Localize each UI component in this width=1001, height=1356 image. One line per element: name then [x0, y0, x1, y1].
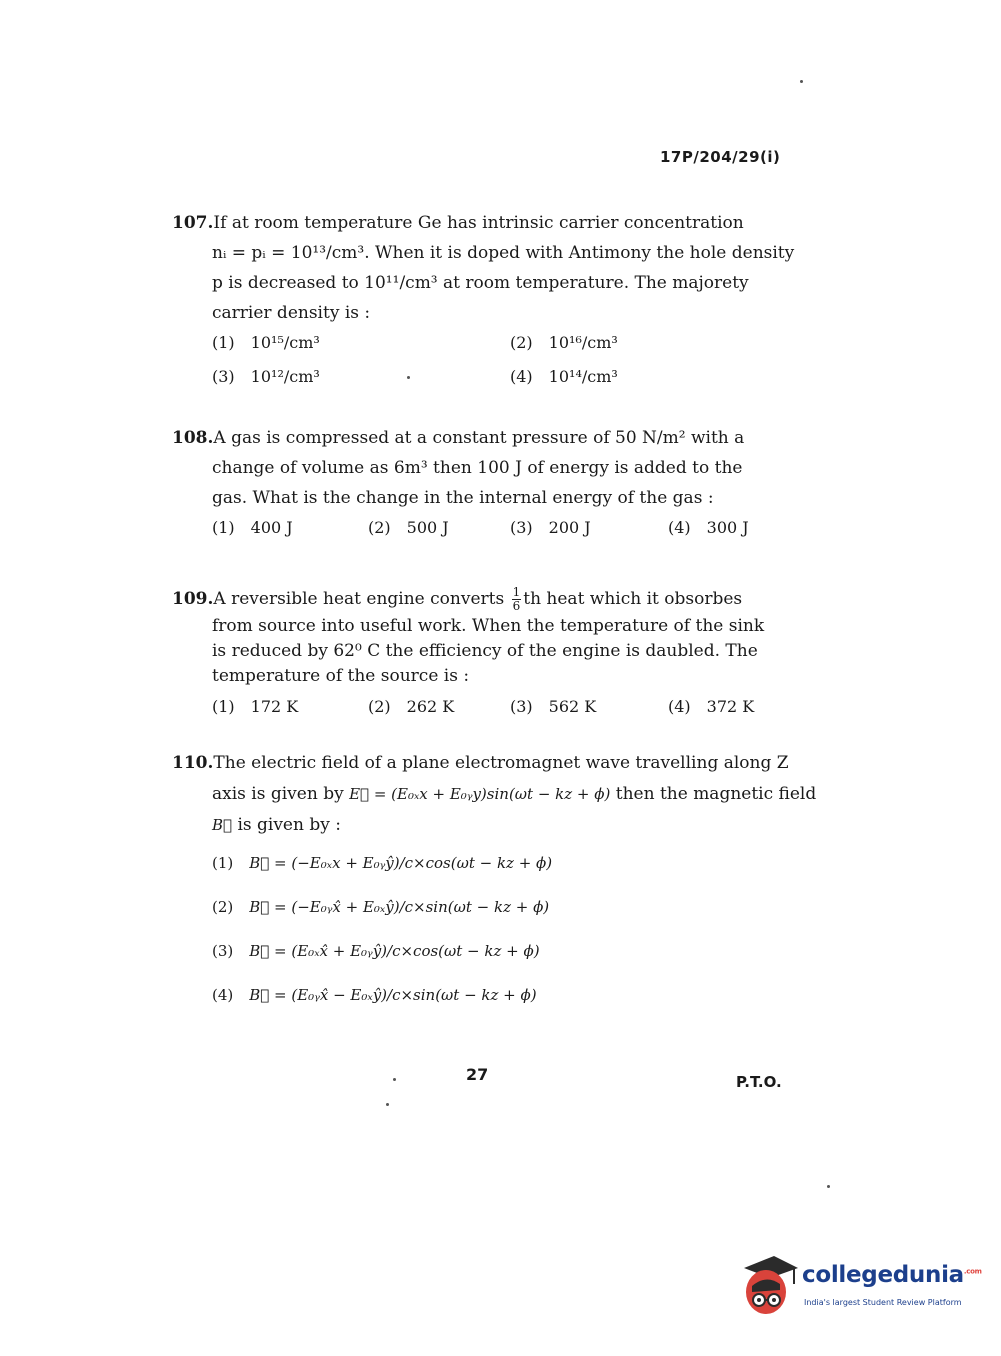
- option-3[interactable]: (3) B⃗ = (E₀ₓx̂ + E₀ᵧŷ)/c×cos(ωt − kz + ϕ): [212, 942, 540, 960]
- scan-speck: [800, 80, 803, 83]
- question-text: gas. What is the change in the internal energy of the gas :: [212, 488, 714, 508]
- brand-tagline: India's largest Student Review Platform: [804, 1298, 962, 1307]
- options-row: [172, 936, 802, 980]
- scan-speck: [407, 376, 410, 379]
- option-2[interactable]: (2) 262 K: [368, 697, 455, 716]
- option-3[interactable]: (3) 562 K: [510, 697, 597, 716]
- option-1[interactable]: (1) 172 K: [212, 697, 299, 716]
- electric-field-equation: E⃗ = (E₀ₓx + E₀ᵧy)sin(ωt − kz + ϕ): [349, 785, 611, 803]
- question-110: [172, 748, 817, 1024]
- question-text: from source into useful work. When the temperature of the sink: [212, 616, 765, 636]
- option-1[interactable]: (1) 10¹⁵/cm³: [212, 333, 320, 352]
- magnetic-field-symbol: B⃗: [212, 816, 233, 834]
- question-text: nᵢ = pᵢ = 10¹³/cm³. When it is doped with Antimony the hole density: [212, 243, 795, 263]
- question-text: is reduced by 62⁰ C the efficiency of the engine is daubled. The: [212, 641, 758, 661]
- option-3[interactable]: (3) 10¹²/cm³: [212, 367, 320, 386]
- question-text: axis is given by: [212, 784, 344, 804]
- options-row: [172, 362, 802, 396]
- question-text: th heat which it obsorbes: [523, 589, 743, 609]
- options-row: [172, 513, 802, 547]
- option-3[interactable]: (3) 200 J: [510, 518, 591, 537]
- option-2[interactable]: (2) B⃗ = (−E₀ᵧx̂ + E₀ₓŷ)/c×sin(ωt − kz + ϕ): [212, 898, 550, 916]
- option-1[interactable]: (1) 400 J: [212, 518, 293, 537]
- options-row: [172, 328, 802, 362]
- question-text: is given by :: [237, 815, 341, 835]
- mascot-icon: [740, 1250, 800, 1320]
- pto-label: P.T.O.: [736, 1073, 782, 1091]
- question-text: p is decreased to 10¹¹/cm³ at room temperature. The majorety: [212, 273, 749, 293]
- question-text: change of volume as 6m³ then 100 J of energy is added to the: [212, 458, 743, 478]
- option-1[interactable]: (1) B⃗ = (−E₀ₓx + E₀ᵧŷ)/c×cos(ωt − kz + ϕ): [212, 854, 553, 872]
- options-row: [172, 848, 802, 892]
- scan-speck: [393, 1078, 396, 1081]
- question-text: then the magnetic field: [615, 784, 817, 804]
- question-number: 107.: [172, 213, 214, 233]
- question-109: [172, 584, 802, 726]
- option-4[interactable]: (4) 372 K: [668, 697, 755, 716]
- brand-dotcom: .com: [963, 1267, 982, 1276]
- fraction: $\frac{1}{6}$: [512, 585, 521, 613]
- page-number: 27: [466, 1065, 489, 1084]
- collegedunia-logo: [740, 1250, 982, 1330]
- option-2[interactable]: (2) 500 J: [368, 518, 449, 537]
- question-text: A reversible heat engine converts: [213, 589, 505, 609]
- scan-speck: [827, 1185, 830, 1188]
- scan-speck: [386, 1103, 389, 1106]
- question-108: [172, 423, 802, 547]
- question-text: A gas is compressed at a constant pressure of 50 N/m² with a: [213, 428, 745, 448]
- option-4[interactable]: (4) B⃗ = (E₀ᵧx̂ − E₀ₓŷ)/c×sin(ωt − kz + ϕ): [212, 986, 537, 1004]
- question-number: 110.: [172, 753, 214, 773]
- question-number: 108.: [172, 428, 214, 448]
- question-text: temperature of the source is :: [212, 666, 470, 686]
- options-row: [172, 980, 802, 1024]
- question-107: [172, 208, 802, 396]
- paper-code: 17P/204/29(i): [660, 148, 781, 166]
- option-2[interactable]: (2) 10¹⁶/cm³: [510, 333, 618, 352]
- question-number: 109.: [172, 589, 214, 609]
- question-text: carrier density is :: [212, 303, 371, 323]
- option-4[interactable]: (4) 300 J: [668, 518, 749, 537]
- question-text: If at room temperature Ge has intrinsic carrier concentration: [213, 213, 744, 233]
- options-row: [172, 692, 802, 726]
- options-row: [172, 892, 802, 936]
- option-4[interactable]: (4) 10¹⁴/cm³: [510, 367, 618, 386]
- question-text: The electric field of a plane electromagnet wave travelling along Z: [213, 753, 789, 773]
- brand-name: collegedunia: [802, 1262, 964, 1288]
